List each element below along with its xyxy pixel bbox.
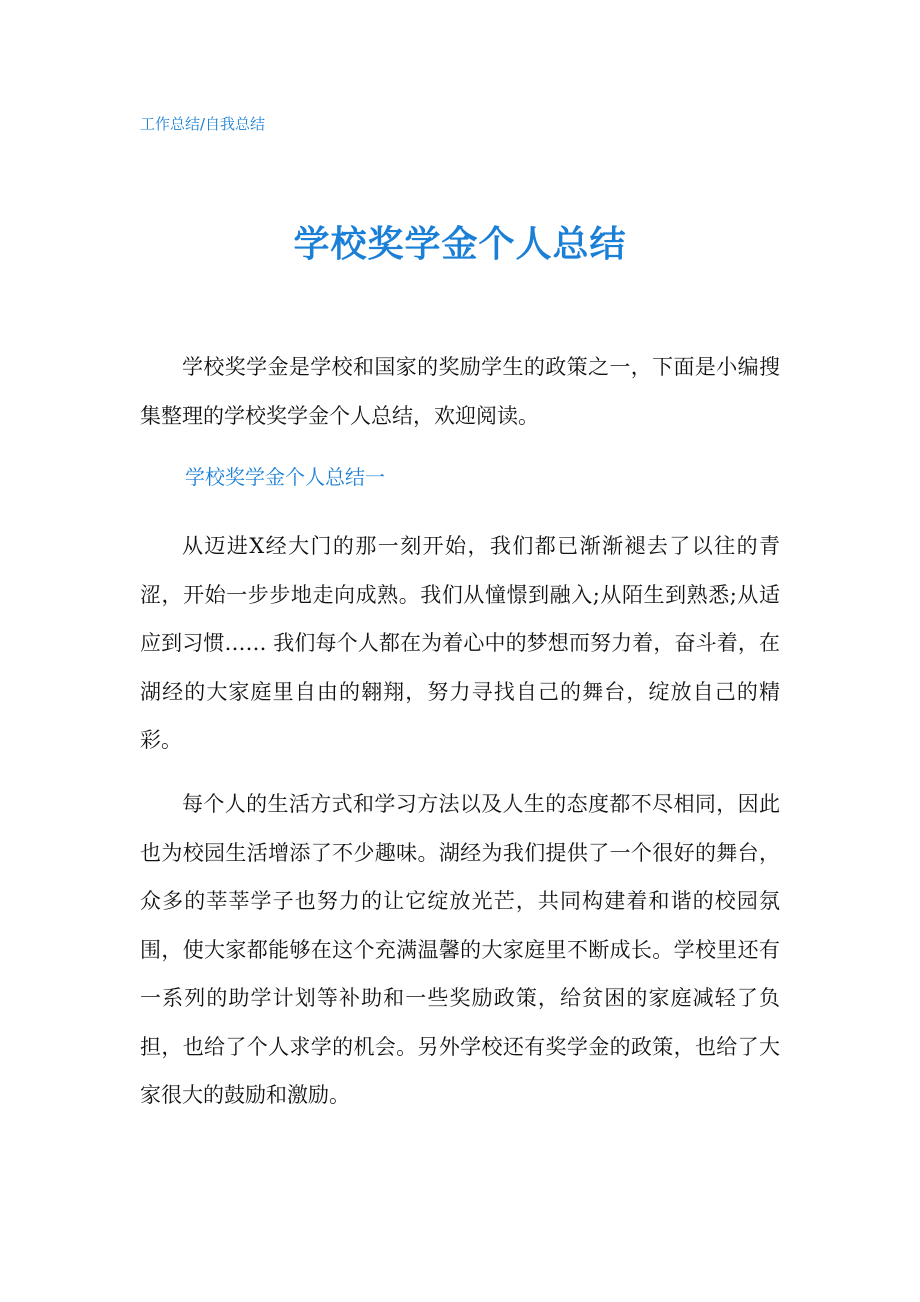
body-paragraph-2: 每个人的生活方式和学习方法以及人生的态度都不尽相同，因此也为校园生活增添了不少趣味。湖经为我们提供了一个很好的舞台，众多的莘莘学子也努力的让它绽放光芒，共同构建着和谐的校园氛围，使大家都能够在这个充满温馨的大家庭里不断成长。学校里还有一系列的助学计划等补助和一些奖励政策，给贫困的家庭减轻了负担，也给了个人求学的机会。另外学校还有奖学金的政策，也给了大家很大的鼓励和激励。: [140, 792, 780, 1107]
intro-paragraph: 学校奖学金是学校和国家的奖励学生的政策之一，下面是小编搜集整理的学校奖学金个人总结，欢迎阅读。: [140, 355, 780, 428]
document-title: 学校奖学金个人总结: [293, 224, 627, 265]
category-breadcrumb: 工作总结/自我总结: [140, 115, 266, 133]
section-heading: 学校奖学金个人总结一: [185, 465, 385, 489]
body-paragraph-1: 从迈进X经大门的那一刻开始，我们都已渐渐褪去了以往的青涩，开始一步步地走向成熟。我们从憧憬到融入;从陌生到熟悉;从适应到习惯…… 我们每个人都在为着心中的梦想而努力着，奋斗着，在湖经的大家庭里自由的翱翔，努力寻找自己的舞台，绽放自己的精彩。: [140, 534, 780, 752]
